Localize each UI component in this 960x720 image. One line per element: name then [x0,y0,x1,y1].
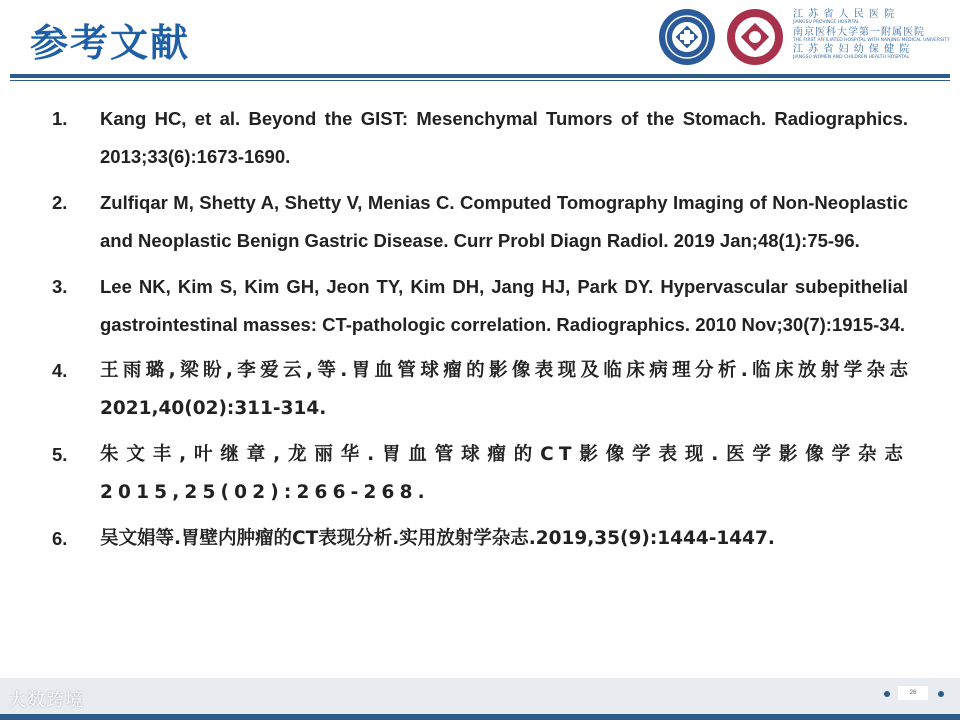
pager [880,686,950,702]
maternal-child-hospital-logo-icon [726,8,784,66]
reference-item [52,436,908,512]
header-rule-thick [10,74,950,78]
reference-item [52,100,908,176]
institution-line3-en: JIANGSU WOMEN AND CHILDREN HEALTH HOSPITAL [793,55,910,60]
page-number: 26 [898,686,928,700]
reference-text: Zulfiqar M, Shetty A, Shetty V, Menias C. Computed Tomography Imaging of Non-Neoplastic and Neoplastic Benign Gastric Disease. Curr Probl Diagn Radiol. 2019 Jan;48(1):75-96. [100,192,908,251]
institution-names [793,9,950,63]
watermark: 大数跨境 [8,690,84,711]
page-title: 参考文献 [30,21,191,65]
hospital-seal-icon [658,8,716,66]
header-logos [655,6,950,68]
reference-item [52,184,908,260]
institution-line2: 南京医科大学第一附属医院 [793,26,925,38]
reference-text: 吴文娟等.胃壁内肿瘤的CT表现分析.实用放射学杂志.2019,35(9):1444-1447. [100,528,775,549]
reference-number: 1. [52,108,68,129]
reference-text: 朱文丰,叶继章,龙丽华.胃血管球瘤的CT影像学表现.医学影像学杂志 2015,25(02):266-268. [100,444,908,503]
reference-number: 2. [52,192,68,213]
reference-text: Lee NK, Kim S, Kim GH, Jeon TY, Kim DH, Jang HJ, Park DY. Hypervascular subepithelial gastrointestinal masses: CT-pathologic correlation. Radiographics. 2010 Nov;30(7):1915-34. [100,276,908,335]
footer-bar [0,678,960,714]
reference-text: 王雨璐,梁盼,李爱云,等.胃血管球瘤的影像表现及临床病理分析.临床放射学杂志 2021,40(02):311-314. [100,360,908,419]
institution-line1: 江 苏 省 人 民 医 院 [793,9,896,20]
reference-item [52,268,908,344]
pager-dot-right-icon [938,691,944,697]
header-rule-thin [10,80,950,81]
institution-line1-en: JIANGSU PROVINCE HOSPITAL [793,20,860,25]
reference-number: 5. [52,444,68,465]
pager-dot-left-icon [884,691,890,697]
bottom-bar [0,714,960,720]
reference-number: 4. [52,360,68,381]
reference-item [52,352,908,428]
reference-number: 6. [52,528,68,549]
institution-line3: 江 苏 省 妇 幼 保 健 院 [793,44,911,55]
reference-text: Kang HC, et al. Beyond the GIST: Mesenchymal Tumors of the Stomach. Radiographics. 2013;33(6):1673-1690. [100,108,908,167]
reference-list [52,100,908,566]
institution-line2-en: THE FIRST AFFILIATED HOSPITAL WITH NANJING MEDICAL UNIVERSITY [793,37,950,43]
reference-number: 3. [52,276,68,297]
reference-item [52,520,908,558]
